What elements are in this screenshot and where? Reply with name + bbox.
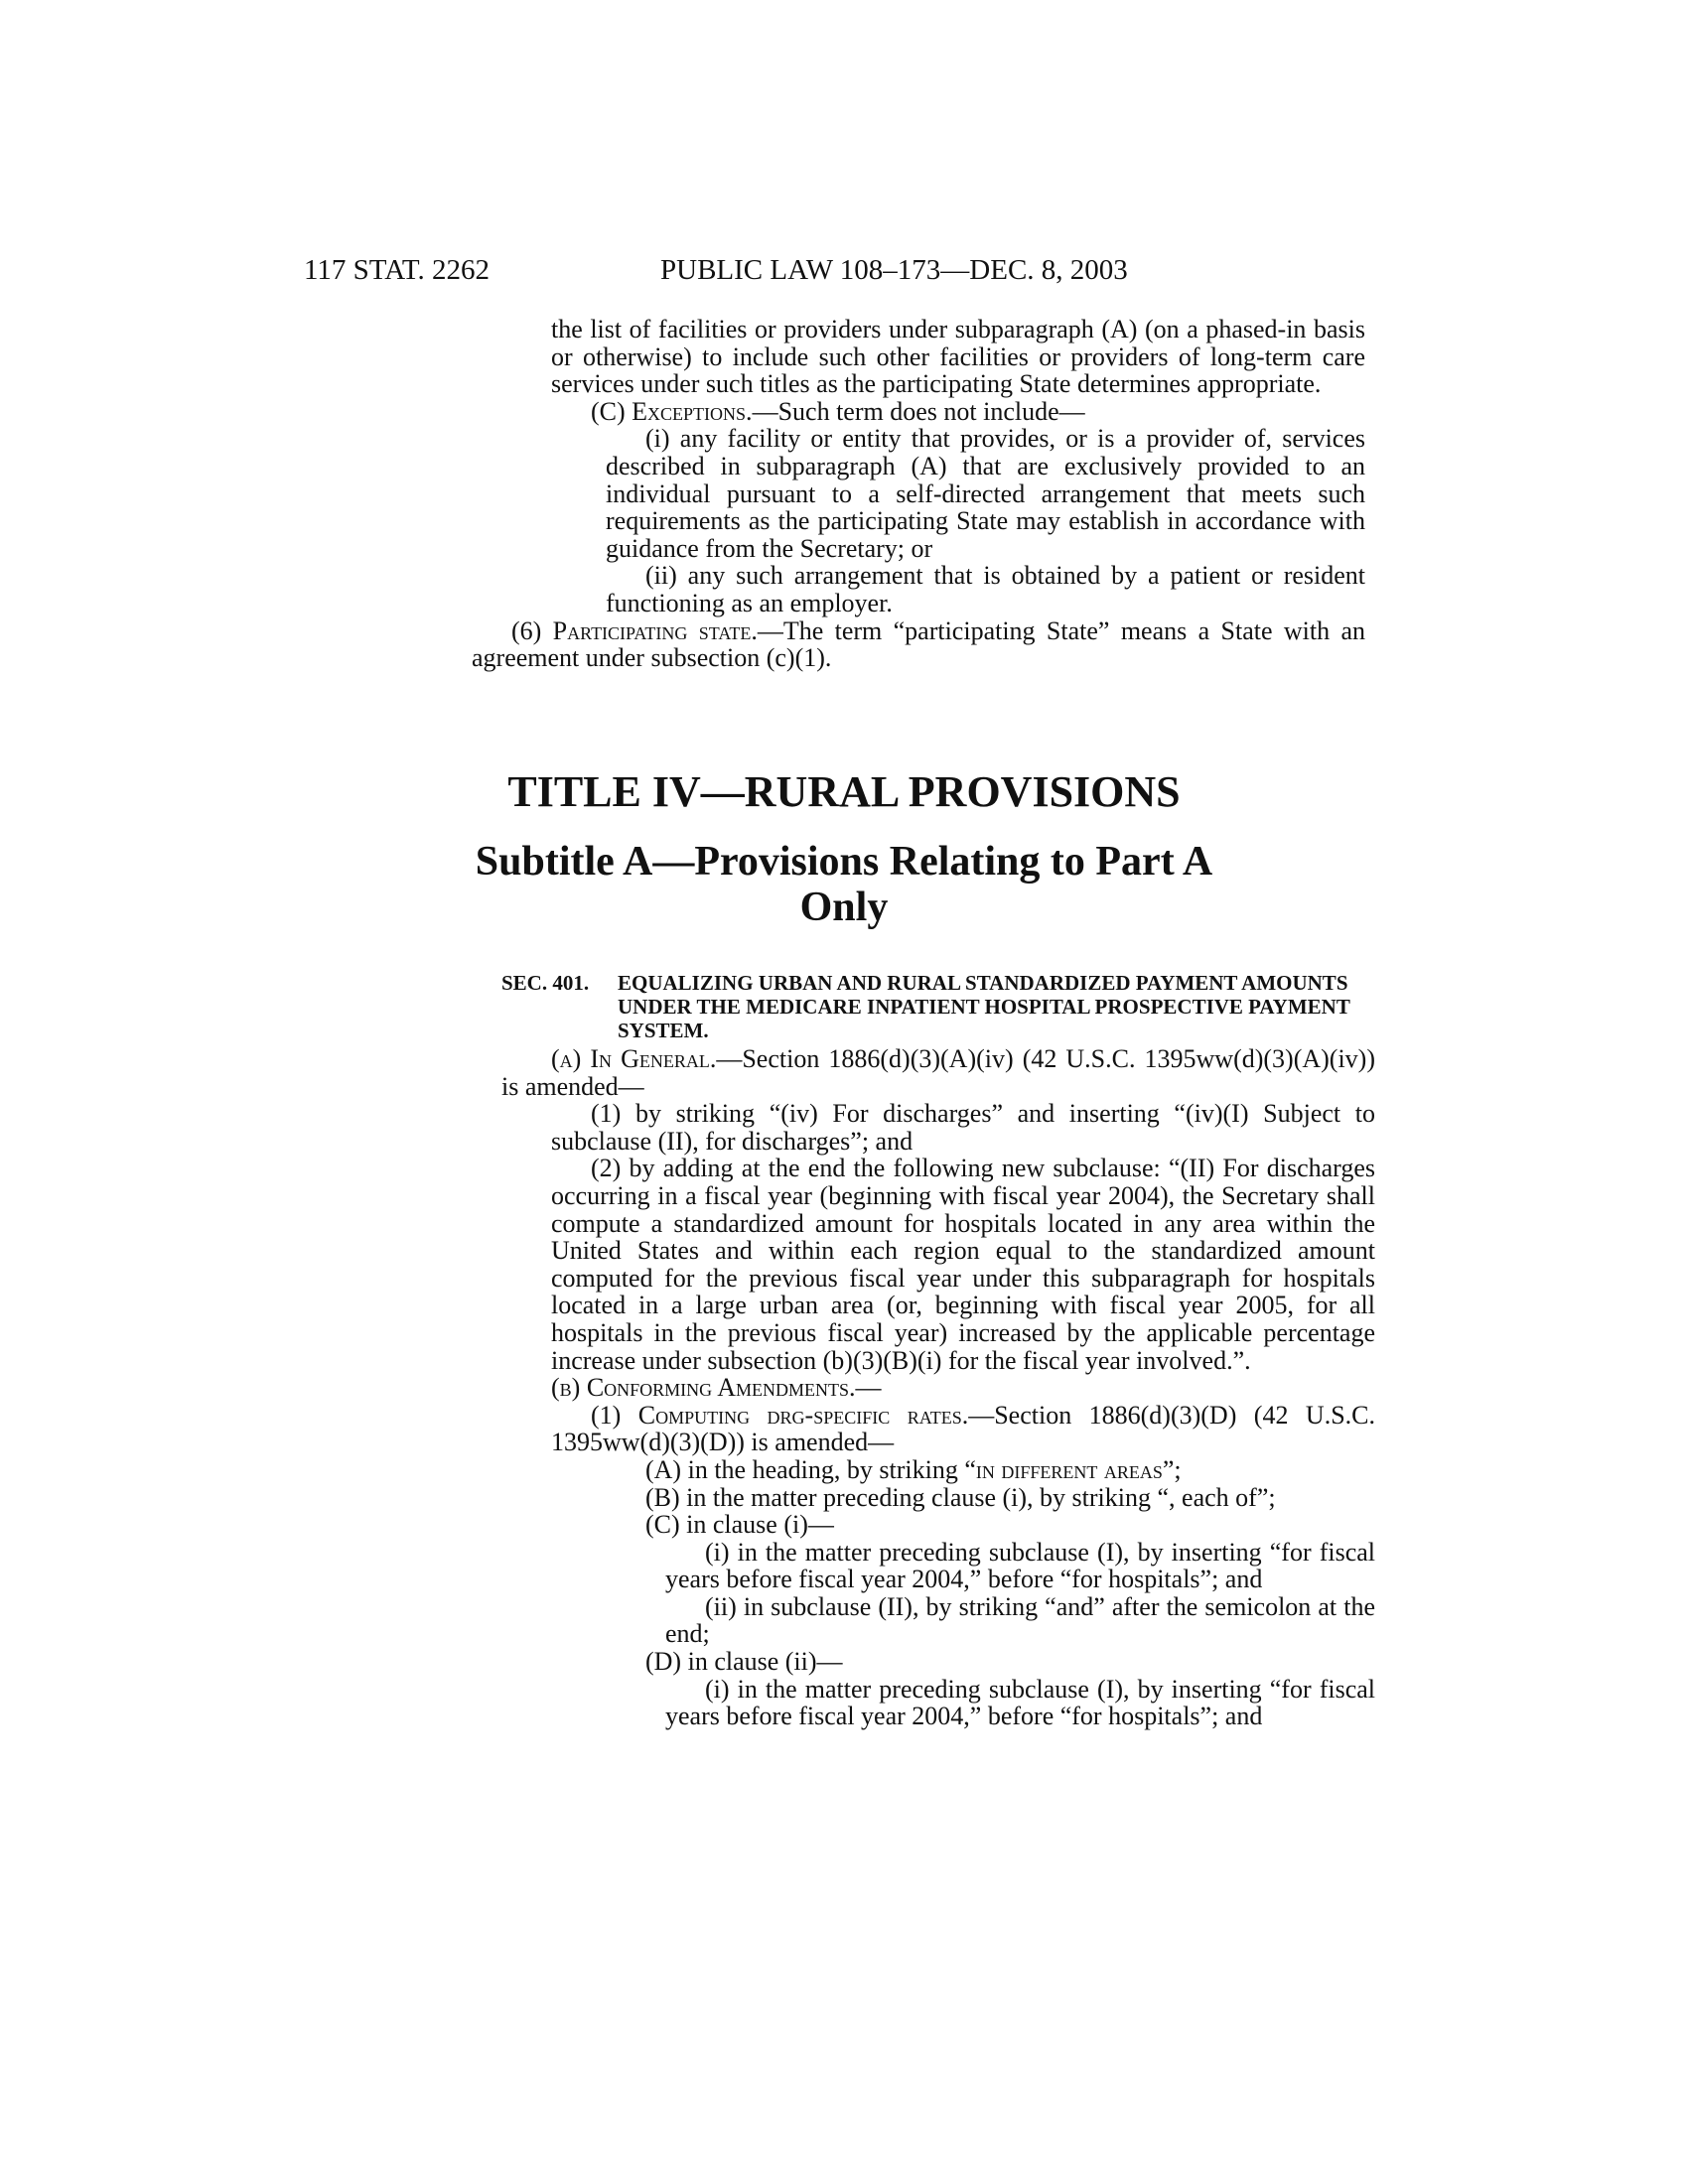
exceptions-intro: —Such term does not include— bbox=[752, 396, 1085, 426]
public-law-citation: PUBLIC LAW 108–173—DEC. 8, 2003 bbox=[660, 254, 1128, 286]
exceptions-clause-i: (i) any facility or entity that provides, or is a provider of, services described in subparagraph (A) that are exclusively provided to an individual pursuant to a self-directed arrangement that meets such requirements as the participating State may establish in accordance with guidance from the Secretary; or bbox=[606, 424, 1365, 563]
participating-state-paragraph bbox=[472, 617, 1365, 672]
section-heading bbox=[501, 971, 1375, 1042]
subsection-b-text: — bbox=[855, 1373, 882, 1403]
section-body bbox=[501, 1045, 1375, 1730]
paragraph-b1-text: —Section 1886(d)(3)(D) (42 U.S.C. 1395ww(d)(3)(D)) is amended— bbox=[551, 1400, 1375, 1457]
participating-text: —The term “participating State” means a State with an agreement under subsection (c)(1). bbox=[472, 615, 1365, 673]
section-label: SEC. 401. bbox=[501, 971, 590, 995]
subsection-a-heading: (a) In General. bbox=[551, 1044, 717, 1073]
subparagraph-b1-B: (B) in the matter preceding clause (i), by striking “, each of”; bbox=[645, 1482, 1276, 1512]
subtitle-heading bbox=[348, 839, 1340, 930]
paragraph-b1 bbox=[501, 1402, 1375, 1456]
subsection-a bbox=[501, 1045, 1375, 1100]
exceptions-paragraph bbox=[551, 398, 1365, 426]
participating-heading: (6) Participating state. bbox=[511, 615, 758, 645]
section-title: EQUALIZING URBAN AND RURAL STANDARDIZED PAYMENT AMOUNTS UNDER THE MEDICARE INPATIENT HOSPITAL PROSPECTIVE PAYMENT SYSTEM. bbox=[618, 971, 1350, 1042]
paragraph-a1: (1) by striking “(iv) For discharges” and inserting “(iv)(I) Subject to subclause (II), for discharges”; and bbox=[551, 1099, 1375, 1156]
clause-C-i: (i) in the matter preceding subclause (I), by inserting “for fiscal years before fiscal year 2004,” before “for hospitals”; and bbox=[665, 1537, 1375, 1594]
exceptions-clause-ii: (ii) any such arrangement that is obtained by a patient or resident functioning as an employer. bbox=[606, 561, 1365, 617]
paragraph-b1-heading: (1) Computing drg-specific rates. bbox=[591, 1400, 969, 1430]
subsection-a-text: —Section 1886(d)(3)(A)(iv) (42 U.S.C. 1395ww(d)(3)(A)(iv)) is amended— bbox=[501, 1044, 1375, 1101]
continued-paragraph: the list of facilities or providers under subparagraph (A) (on a phased-in basis or otherwise) to include such other facilities or providers of long-term care services under such titles as the participating State determines appropriate. bbox=[551, 315, 1365, 399]
subsection-b bbox=[501, 1374, 1375, 1402]
clause-C-ii: (ii) in subclause (II), by striking “and” after the semicolon at the end; bbox=[665, 1591, 1375, 1649]
title-heading: TITLE IV—RURAL PROVISIONS bbox=[507, 767, 1181, 816]
subparagraph-A-struck-heading: in different areas bbox=[975, 1454, 1163, 1484]
subparagraph-b1-C: (C) in clause (i)— bbox=[645, 1510, 834, 1540]
subparagraph-A-post: ”; bbox=[1162, 1454, 1182, 1484]
subtitle-line-1: Subtitle A—Provisions Relating to Part A bbox=[475, 839, 1213, 885]
continued-definitions bbox=[472, 315, 1365, 673]
subparagraph-b1-A bbox=[501, 1456, 1375, 1484]
running-header bbox=[0, 250, 1688, 290]
stat-page-number: 117 STAT. 2262 bbox=[304, 254, 490, 286]
subparagraph-b1-D: (D) in clause (ii)— bbox=[645, 1647, 843, 1677]
subparagraph-A-pre: (A) in the heading, by striking “ bbox=[645, 1454, 976, 1484]
clause-D-i: (i) in the matter preceding subclause (I), by inserting “for fiscal years before fiscal year 2004,” before “for hospitals”; and bbox=[665, 1674, 1375, 1731]
subtitle-line-2: Only bbox=[799, 885, 889, 930]
exceptions-heading: (C) Exceptions. bbox=[591, 396, 753, 426]
paragraph-a2: (2) by adding at the end the following new subclause: “(II) For discharges occurring in a fiscal year (beginning with fiscal year 2004), the Secretary shall compute a standardized amount for hospitals located in any area within the United States and within each region equal to the standardized amount computed for the previous fiscal year under this subparagraph for hospitals located in a large urban area (or, beginning with fiscal year 2005, for all hospitals in the previous fiscal year) increased by the applicable percentage increase under subsection (b)(3)(B)(i) for the fiscal year involved.”. bbox=[551, 1154, 1375, 1375]
subsection-b-heading: (b) Conforming Amendments. bbox=[551, 1373, 856, 1403]
